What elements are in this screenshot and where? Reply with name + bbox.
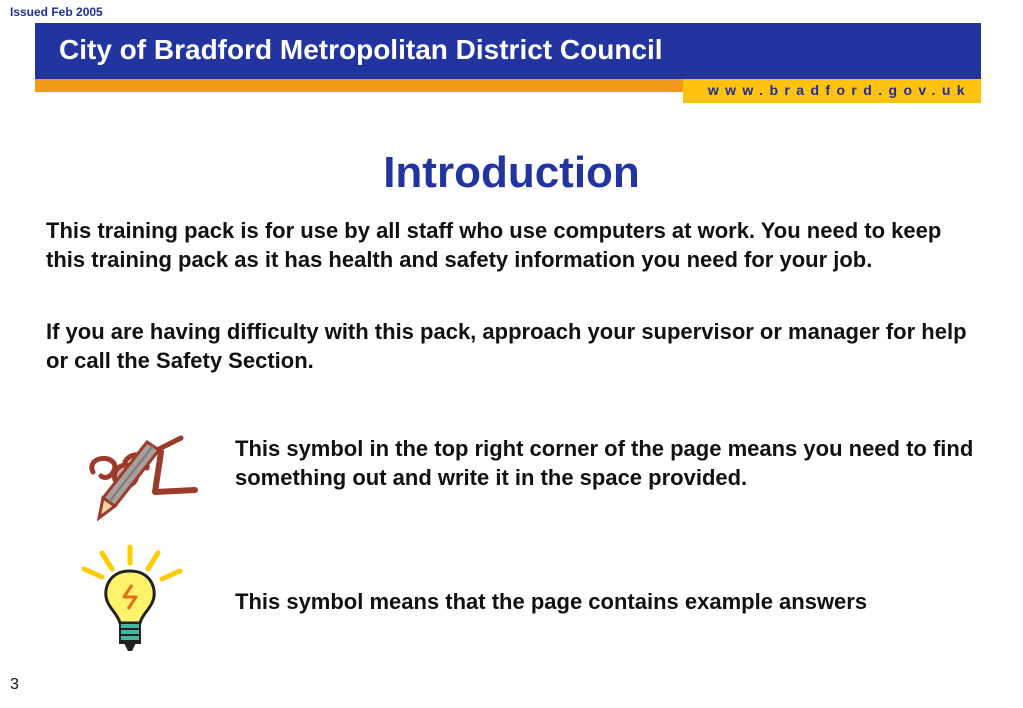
intro-paragraph-1: This training pack is for use by all staff who use computers at work. You need to keep this training pack as it has health and safety information you need for your job. [46, 218, 942, 272]
website-url: www.bradford.gov.uk [707, 82, 971, 98]
council-name: City of Bradford Metropolitan District Council [59, 34, 663, 65]
intro-paragraph-2: If you are having difficulty with this pack, approach your supervisor or manager for help or call the Safety Section. [46, 319, 967, 373]
symbol-description-writing: This symbol in the top right corner of the page means you need to find something out and write it in the space provided. [235, 436, 974, 490]
website-banner [683, 79, 981, 103]
pencil-writing-icon [85, 432, 200, 522]
header-orange-stripe [35, 79, 683, 92]
page-number: 3 [10, 676, 19, 693]
page-title: Introduction [383, 148, 640, 197]
header-banner [35, 23, 981, 79]
issued-date: Issued Feb 2005 [10, 5, 103, 19]
lightbulb-icon [80, 543, 188, 655]
symbol-description-lightbulb: This symbol means that the page contains example answers [235, 589, 868, 614]
